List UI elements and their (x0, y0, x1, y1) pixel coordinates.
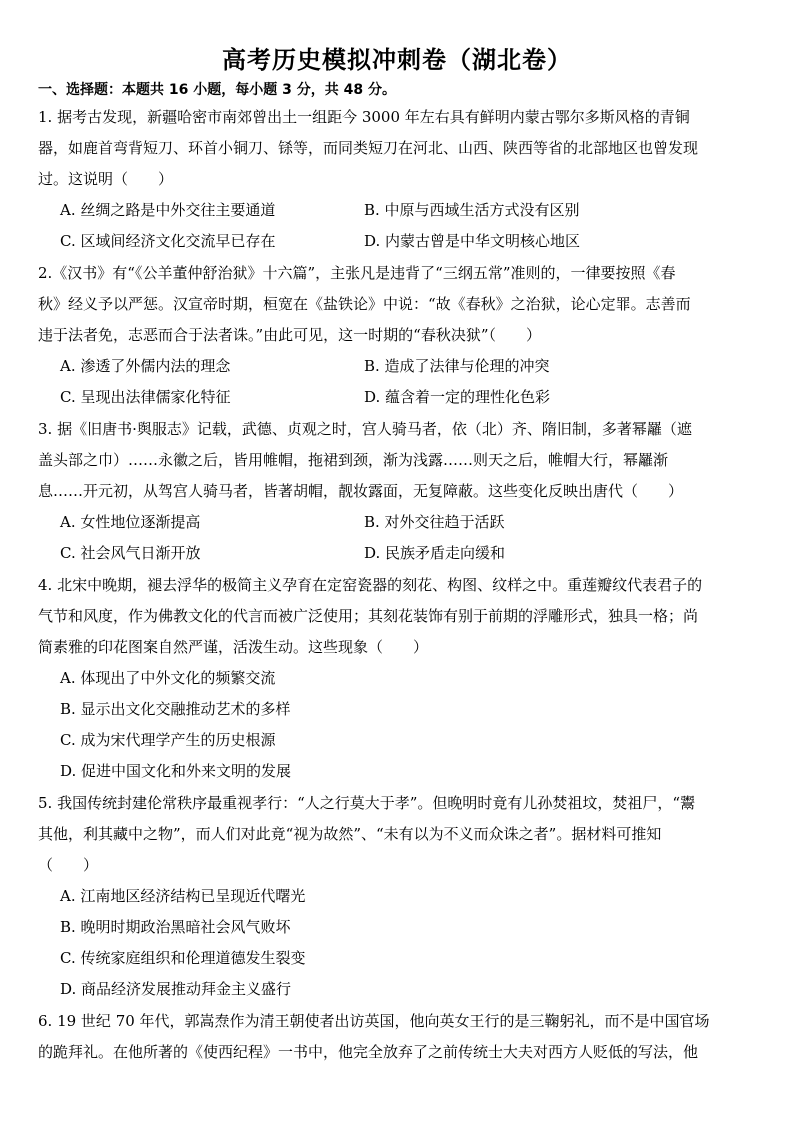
question-text-line: 秋》经义予以严惩。汉宣帝时期，桓宽在《盐铁论》中说：“故《春秋》之治狱，论心定罪。志善而 (38, 295, 691, 313)
option-d: D. 商品经济发展推动拜金主义盛行 (60, 980, 292, 998)
question-text-line: 气节和风度，作为佛教文化的代言而被广泛使用；其刻花装饰有别于前期的浮雕形式，独具一格；尚 (38, 607, 699, 625)
question-text-line: 违于法者免，志恶而合于法者诛。”由此可见，这一时期的“春秋决狱”（ ） (38, 326, 542, 344)
option-b: B. 造成了法律与伦理的冲突 (364, 357, 550, 375)
question-text-line: 1. 据考古发现，新疆哈密市南郊曾出土一组距今 3000 年左右具有鲜明内蒙古鄂尔多斯风格的青铜 (38, 108, 690, 126)
option-b: B. 中原与西域生活方式没有区别 (364, 201, 580, 219)
question-2 (38, 258, 762, 351)
question-text-line: 过。这说明（ ） (38, 170, 174, 188)
option-b: B. 晚明时期政治黑暗社会风气败坏 (60, 918, 291, 936)
option-c: C. 传统家庭组织和伦理道德发生裂变 (60, 949, 306, 967)
option-b: B. 对外交往趋于活跃 (364, 513, 505, 531)
question-5 (38, 788, 762, 881)
option-d: D. 内蒙古曾是中华文明核心地区 (364, 232, 581, 250)
section-heading: 一、选择题：本题共 16 小题，每小题 3 分，共 48 分。 (38, 82, 396, 98)
page-title: 高考历史模拟冲刺卷（湖北卷） (222, 46, 572, 74)
question-text-line: 3. 据《旧唐书·舆服志》记载，武德、贞观之时，宫人骑马者，依（北）齐、隋旧制，多著幂䍦（遮 (38, 420, 692, 438)
option-d: D. 促进中国文化和外来文明的发展 (60, 762, 292, 780)
question-text-line: 器，如鹿首弯背短刀、环首小铜刀、铩等，而同类短刀在河北、山西、陕西等省的北部地区也曾发现 (38, 139, 699, 157)
option-c: C. 社会风气日渐开放 (60, 544, 201, 562)
question-text-line: 息……开元初，从驾宫人骑马者，皆著胡帽，靓妆露面，无复障蔽。这些变化反映出唐代（ ） (38, 482, 684, 500)
question-6 (38, 1006, 762, 1068)
question-4 (38, 570, 762, 663)
option-b: B. 显示出文化交融推动艺术的多样 (60, 700, 291, 718)
question-3 (38, 414, 762, 507)
option-d: D. 民族矛盾走向缓和 (364, 544, 506, 562)
option-c: C. 成为宋代理学产生的历史根源 (60, 731, 276, 749)
option-a: A. 丝绸之路是中外交往主要通道 (60, 201, 276, 219)
option-a: A. 渗透了外儒内法的理念 (60, 357, 231, 375)
option-c: C. 呈现出法律儒家化特征 (60, 388, 231, 406)
option-a: A. 体现出了中外文化的频繁交流 (60, 669, 276, 687)
question-1 (38, 102, 762, 195)
option-a: A. 女性地位逐渐提高 (60, 513, 201, 531)
question-text-line: （ ） (38, 856, 99, 874)
question-text-line: 简素雅的印花图案自然严谨，活泼生动。这些现象（ ） (38, 638, 429, 656)
option-d: D. 蕴含着一定的理性化色彩 (364, 388, 551, 406)
question-text-line: 2.《汉书》有“《公羊董仲舒治狱》十六篇”，主张凡是违背了“三纲五常”准则的，一律要按照《春 (38, 264, 676, 282)
question-text-line: 4. 北宋中晚期，褪去浮华的极简主义孕育在定窑瓷器的刻花、构图、纹样之中。重莲瓣纹代表君子的 (38, 576, 703, 594)
question-text-line: 其他，利其藏中之物”，而人们对此竟“视为故然”、“未有以为不义而众诛之者”。据材料可推知 (38, 825, 662, 843)
question-text-line: 5. 我国传统封建伦常秩序最重视孝行：“人之行莫大于孝”。但晚明时竟有儿孙焚祖坟，焚祖尸，“鬻 (38, 794, 696, 812)
option-a: A. 江南地区经济结构已呈现近代曙光 (60, 887, 306, 905)
question-text-line: 盖头部之巾）……永徽之后，皆用帷帽，拖裙到颈，渐为浅露……则天之后，帷帽大行，幂䍦渐 (38, 451, 669, 469)
question-text-line: 6. 19 世纪 70 年代，郭嵩焘作为清王朝使者出访英国，他向英女王行的是三鞠躬礼，而不是中国官场 (38, 1012, 710, 1030)
question-text-line: 的跪拜礼。在他所著的《使西纪程》一书中，他完全放弃了之前传统士大夫对西方人贬低的写法，他 (38, 1043, 699, 1061)
option-c: C. 区域间经济文化交流早已存在 (60, 232, 276, 250)
